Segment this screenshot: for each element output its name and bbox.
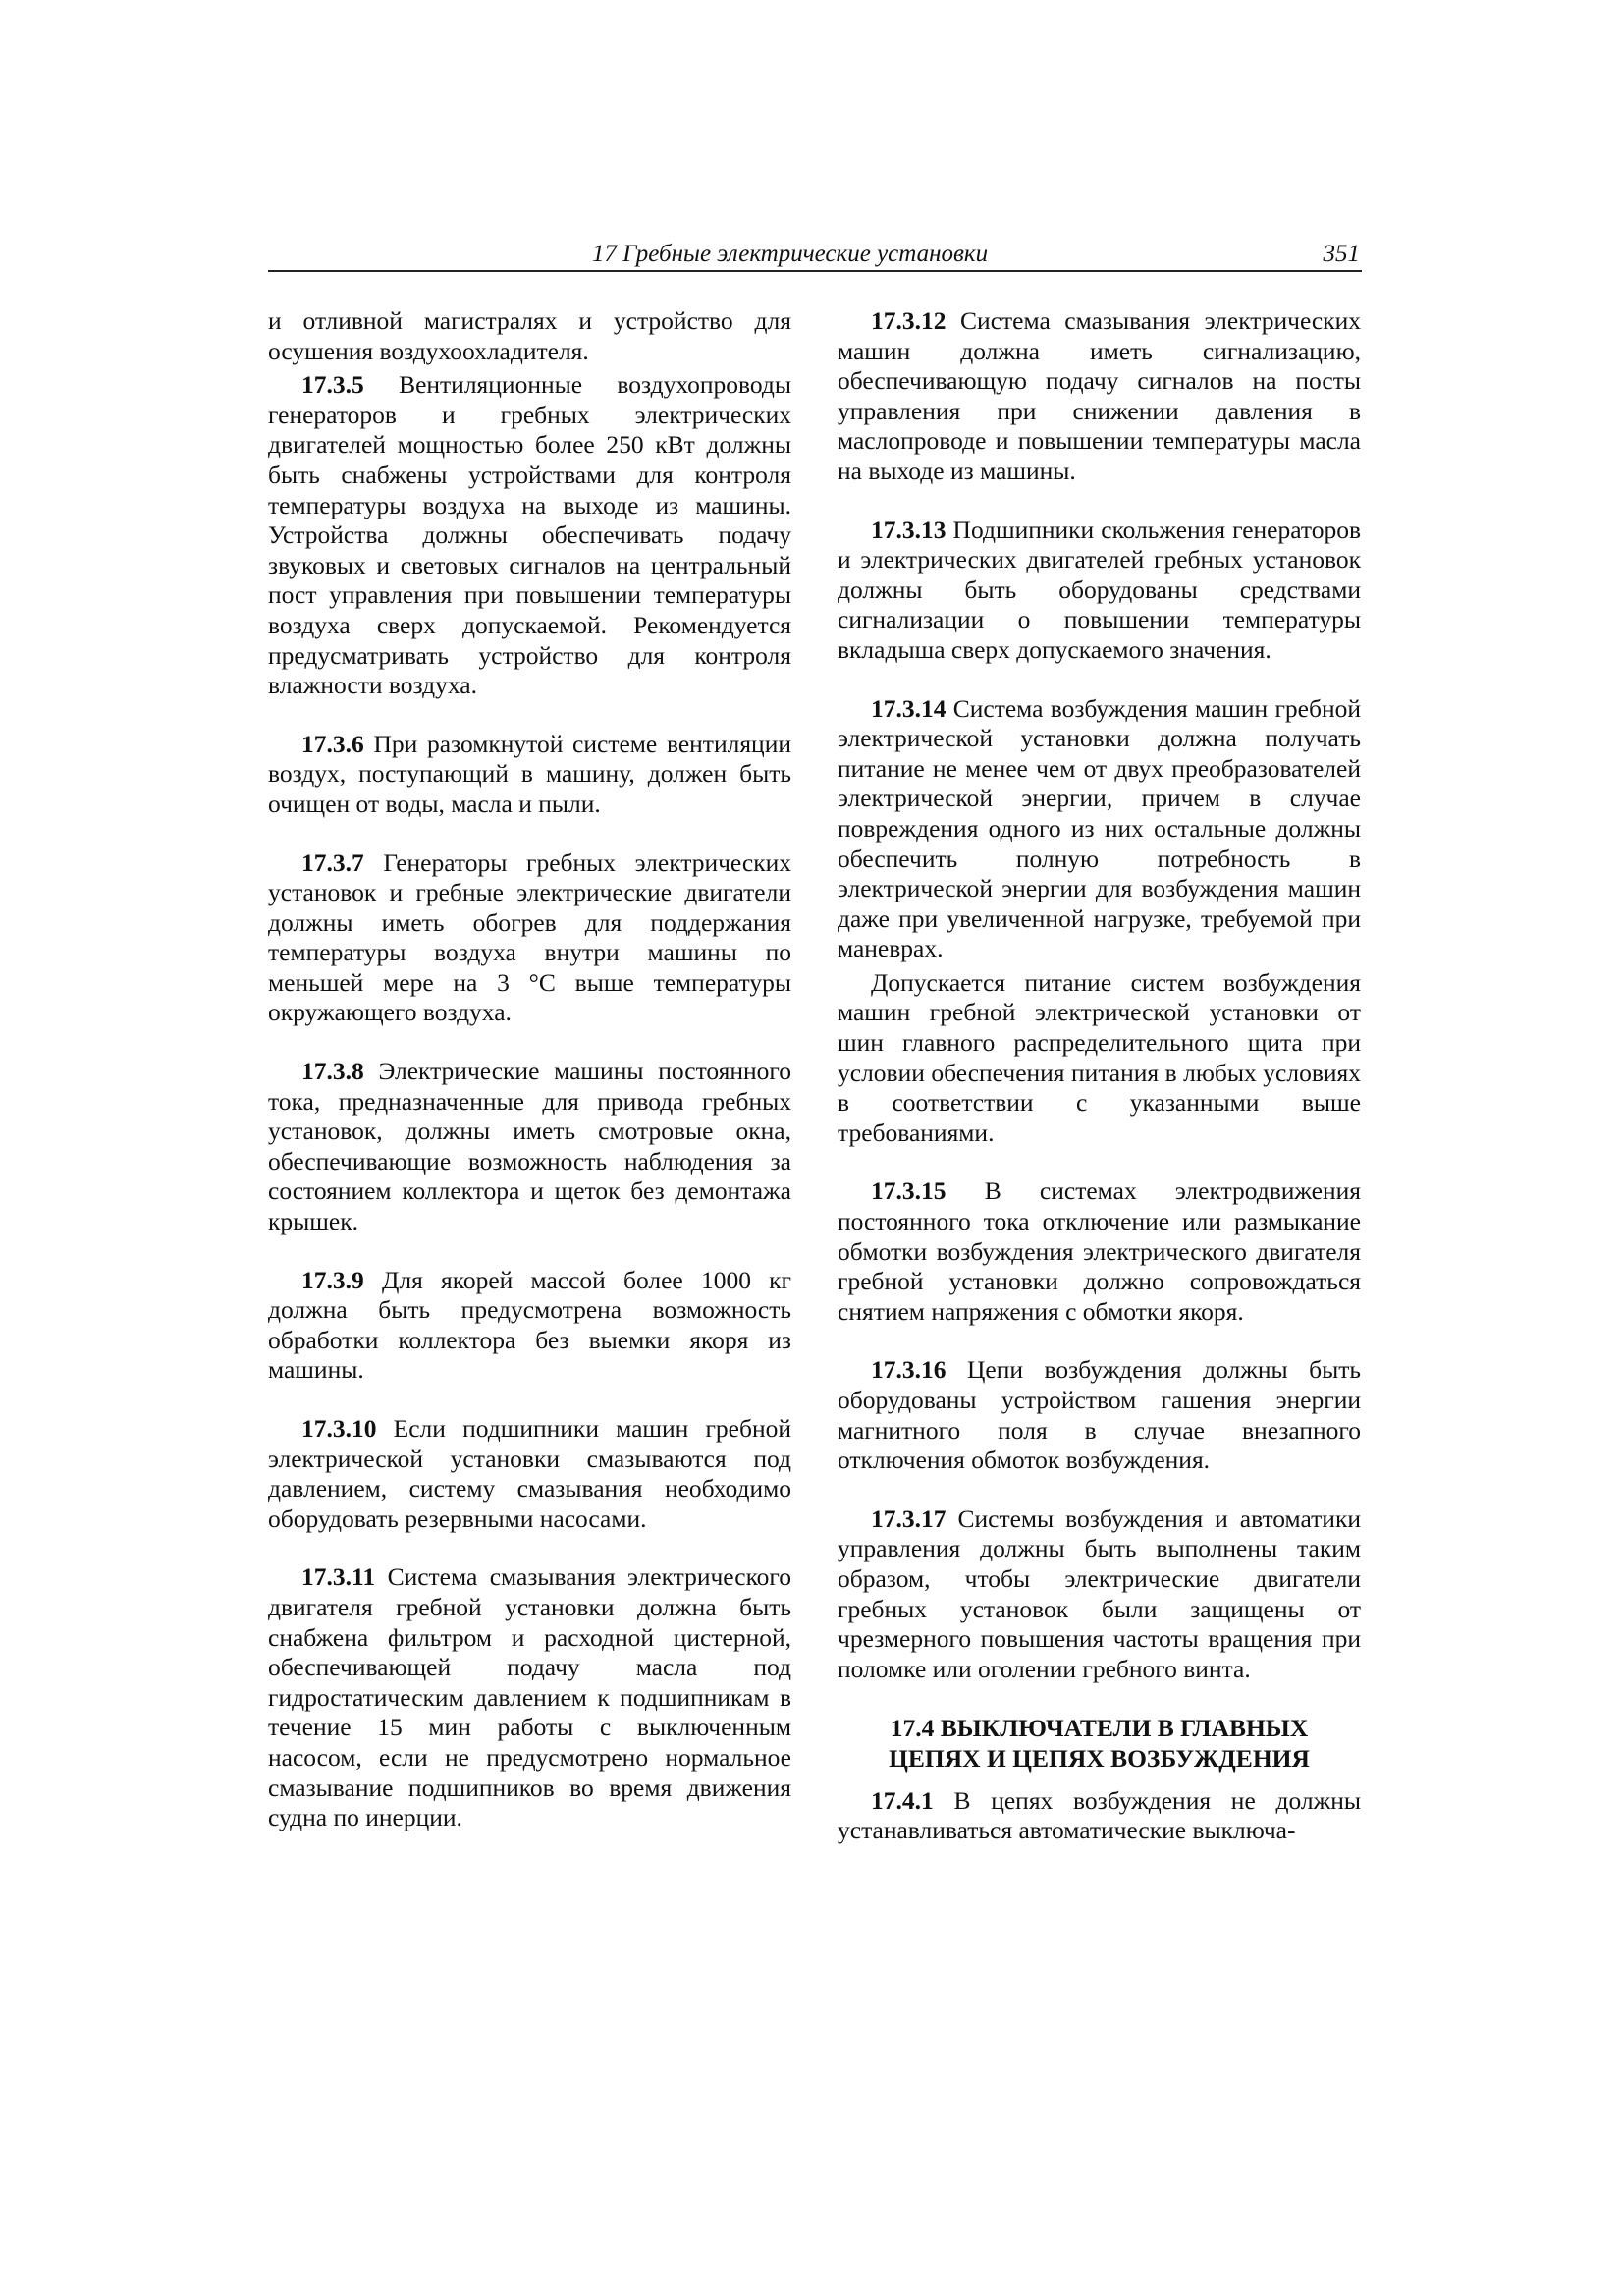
paragraph-text: Электрические машины постоянного тока, предназначенные для привода гребных установок, должны иметь смотровые окна, обеспечивающие возможность наблюдения за состоянием коллектора и щеток без демонтажа крышек. xyxy=(268,1057,791,1236)
paragraph xyxy=(838,1504,1361,1685)
paragraph xyxy=(838,694,1361,964)
paragraph xyxy=(838,968,1361,1149)
paragraph-text: Если подшипники машин гребной электрической установки смазываются под давлением, систему смазывания необходимо оборудовать резервными насосами. xyxy=(268,1414,792,1533)
paragraph-text: Подшипники скольжения генераторов и электрических двигателей гребных установок должны быть оборудованы средствами сигнализации о повышении температуры вкладыша сверх допускаемого значения. xyxy=(838,515,1361,664)
paragraph-number: 17.3.9 xyxy=(301,1265,364,1294)
paragraph-number: 17.3.13 xyxy=(871,515,947,544)
paragraph-text: Система смазывания электрического двигателя гребной установки должна быть снабжена фильтром и расходной цистерной, обеспечивающей подачу масла под гидростатическим давлением к подшипникам в течение 15 мин работы с выключенным насосом, если не предусмотрено нормальное смазывание подшипников во время движения судна по инерции. xyxy=(268,1562,791,1832)
right-column xyxy=(838,306,1361,1875)
paragraph xyxy=(268,1414,791,1534)
paragraph-text: При разомкнутой системе вентиляции воздух, поступающий в машину, должен быть очищен от воды, масла и пыли. xyxy=(268,729,791,818)
paragraph-number: 17.3.12 xyxy=(871,306,947,335)
paragraph xyxy=(268,730,791,820)
paragraph xyxy=(268,306,791,366)
paragraph-text: Генераторы гребных электрических установок и гребные электрические двигатели должны иметь обогрев для поддержания температуры воздуха внутри машины по меньшей мере на 3 °С выше температуры окружающего воздуха. xyxy=(268,847,791,1027)
section-heading-line: ЦЕПЯХ И ЦЕПЯХ ВОЗБУЖДЕНИЯ xyxy=(889,1743,1310,1773)
paragraph-text: Допускается питание систем возбуждения машин гребной электрической установки от шин главного распределительного щита при условии обеспечения питания в любых условиях в соответствии с указанными выше требованиями. xyxy=(838,967,1361,1147)
paragraph-text: Для якорей массой более 1000 кг должна быть предусмотрена возможность обработки коллектора без выемки якоря из машины. xyxy=(268,1265,792,1385)
paragraph-number: 17.3.5 xyxy=(301,370,364,400)
paragraph xyxy=(268,848,791,1029)
paragraph xyxy=(268,1266,791,1386)
paragraph xyxy=(838,1355,1361,1475)
paragraph-number: 17.3.17 xyxy=(871,1503,947,1533)
page-number: 351 xyxy=(1323,241,1360,267)
paragraph-text: Система смазывания электрических машин должна иметь сигнализацию, обеспечивающую подачу сигналов на посты управления при снижении давления в маслопроводе и повышении температуры масла на выходе из машины. xyxy=(838,306,1361,485)
paragraph-text: Цепи возбуждения должны быть оборудованы устройством гашения энергии магнитного поля в случае внезапного отключения обмоток возбуждения. xyxy=(838,1355,1361,1475)
paragraph-text: Системы возбуждения и автоматики управления должны быть выполнены таким образом, чтобы электрические двигатели гребных установок были защищены от чрезмерного повышения частоты вращения при поломке или оголении гребного винта. xyxy=(838,1503,1361,1683)
left-column xyxy=(268,306,791,1862)
paragraph-number: 17.3.10 xyxy=(301,1414,377,1443)
paragraph-number: 17.3.11 xyxy=(301,1562,376,1592)
paragraph xyxy=(268,1057,791,1237)
paragraph-number: 17.3.14 xyxy=(871,693,947,723)
paragraph-number: 17.3.15 xyxy=(871,1176,947,1206)
paragraph-text: Система возбуждения машин гребной электрической установки должна получать питание не менее чем от двух преобразователей электрической энергии, причем в случае повреждения одного из них остальные должны обеспечить полную потребность в электрической энергии для возбуждения машин даже при увеличенной нагрузке, требуемой при маневрах. xyxy=(838,693,1361,963)
paragraph xyxy=(838,1786,1361,1846)
paragraph-text: Вентиляционные воздухопроводы генераторов и гребных электрических двигателей мощностью более 250 кВт должны быть снабжены устройствами для контроля температуры воздуха на выходе из машины. Устройства должны обеспечивать подачу звуковых и световых сигналов на центральный пост управления при повышении температуры воздуха сверх допускаемой. Рекомендуется предусматривать устройство для контроля влажности воздуха. xyxy=(268,370,791,700)
chapter-title: 17 Гребные электрические установки xyxy=(592,241,989,267)
paragraph-number: 17.3.7 xyxy=(301,847,364,877)
running-header xyxy=(268,239,1362,272)
paragraph-text: В системах электродвижения постоянного тока отключение или размыкание обмотки возбуждения электрического двигателя гребной установки должно сопровождаться снятием напряжения с обмотки якоря. xyxy=(838,1176,1362,1326)
paragraph-text: и отливной магистралях и устройство для осушения воздухоохладителя. xyxy=(268,306,791,365)
paragraph xyxy=(838,306,1361,487)
paragraph xyxy=(838,1176,1361,1327)
paragraph-number: 17.3.6 xyxy=(301,729,364,758)
section-heading-line: 17.4 ВЫКЛЮЧАТЕЛИ В ГЛАВНЫХ xyxy=(890,1714,1309,1743)
paragraph-number: 17.3.8 xyxy=(301,1057,364,1086)
paragraph xyxy=(838,516,1361,666)
paragraph-number: 17.4.1 xyxy=(871,1785,934,1815)
paragraph xyxy=(268,370,791,701)
paragraph-number: 17.3.16 xyxy=(871,1355,947,1385)
paragraph xyxy=(268,1562,791,1832)
paragraph-text: В цепях возбуждения не должны устанавливаться автоматические выключа- xyxy=(838,1785,1361,1845)
section-heading xyxy=(838,1714,1361,1774)
